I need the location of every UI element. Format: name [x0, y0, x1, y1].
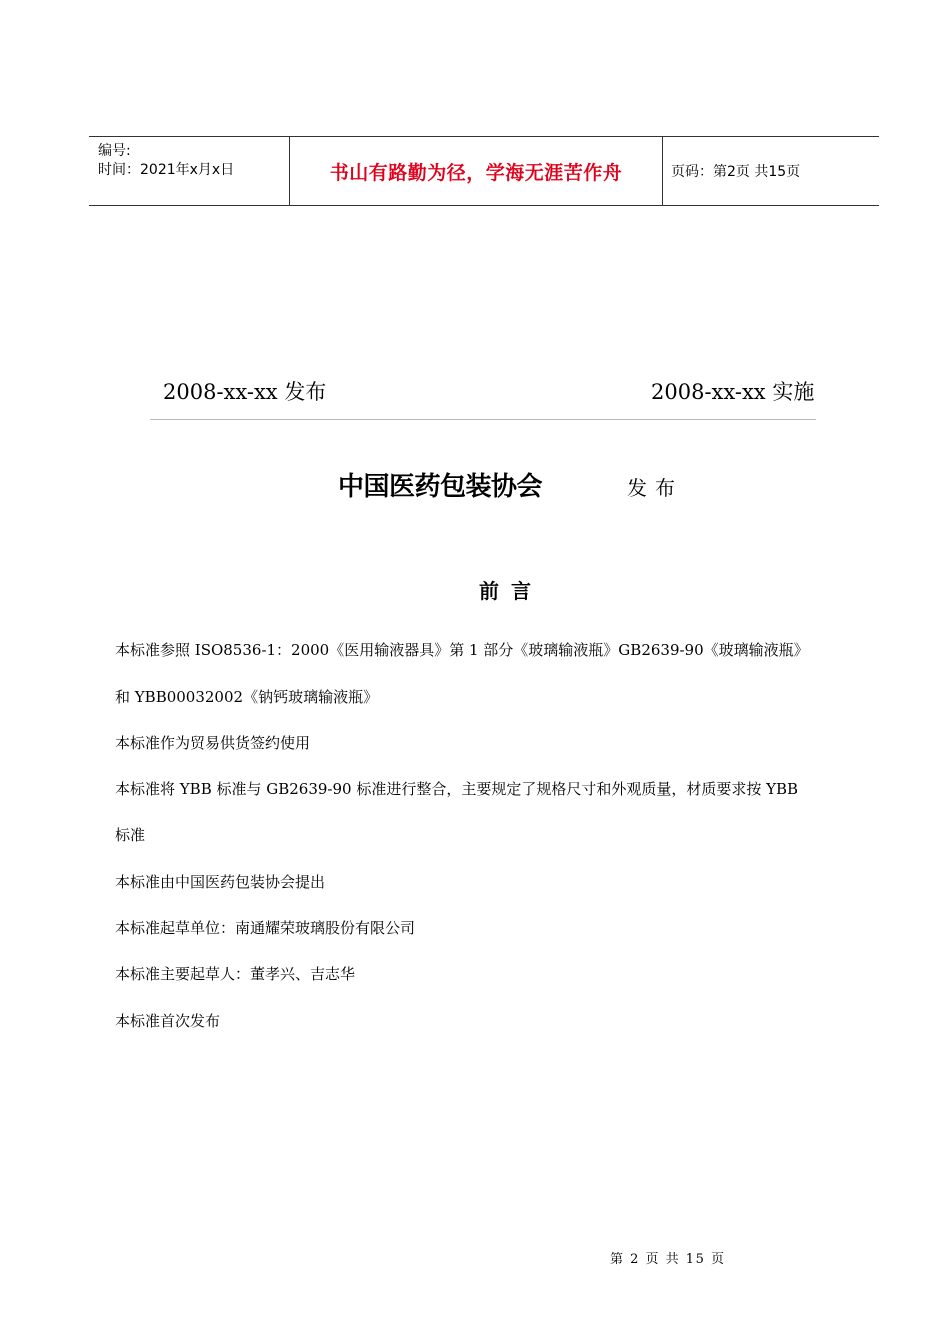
preface-paragraph: 和 YBB00032002《钠钙玻璃输液瓶》: [115, 688, 379, 706]
preface-paragraph: 本标准将 YBB 标准与 GB2639-90 标准进行整合，主要规定了规格尺寸和外观质量，材质要求按 YBB: [115, 780, 799, 798]
header-motto-cell: [290, 137, 663, 205]
preface-paragraph: 标准: [115, 826, 146, 844]
preface-title: 前言: [479, 579, 543, 603]
number-label: 编号:: [98, 143, 131, 159]
preface-paragraph: 本标准起草单位：南通耀荣玻璃股份有限公司: [115, 919, 416, 937]
preface-paragraph: 本标准主要起草人：董孝兴、吉志华: [115, 965, 356, 983]
time-label: 时间：2021年x月x日: [98, 162, 235, 178]
preface-paragraph: 本标准作为贸易供货签约使用: [115, 734, 311, 752]
preface-paragraph: 本标准参照 ISO8536-1：2000《医用输液器具》第 1 部分《玻璃输液瓶》GB2639-90《玻璃输液瓶》: [115, 641, 809, 659]
header-table: [89, 136, 879, 206]
preface-paragraph: 本标准由中国医药包装协会提出: [115, 873, 326, 891]
issue-action: 发布: [627, 476, 683, 500]
page-footer: 第 2 页 共 15 页: [610, 1252, 726, 1267]
page-code: 页码：第2页 共15页: [671, 164, 801, 180]
issuing-organization: 中国医药包装协会: [338, 472, 543, 502]
preface-paragraph: 本标准首次发布: [115, 1012, 221, 1030]
header-page-cell: [663, 137, 879, 205]
motto-text: 书山有路勤为径，学海无涯苦作舟: [329, 161, 623, 184]
implement-date: 2008-xx-xx 实施: [651, 380, 815, 404]
divider: [150, 419, 816, 420]
publish-date: 2008-xx-xx 发布: [163, 380, 327, 404]
header-meta-cell: [89, 137, 290, 205]
